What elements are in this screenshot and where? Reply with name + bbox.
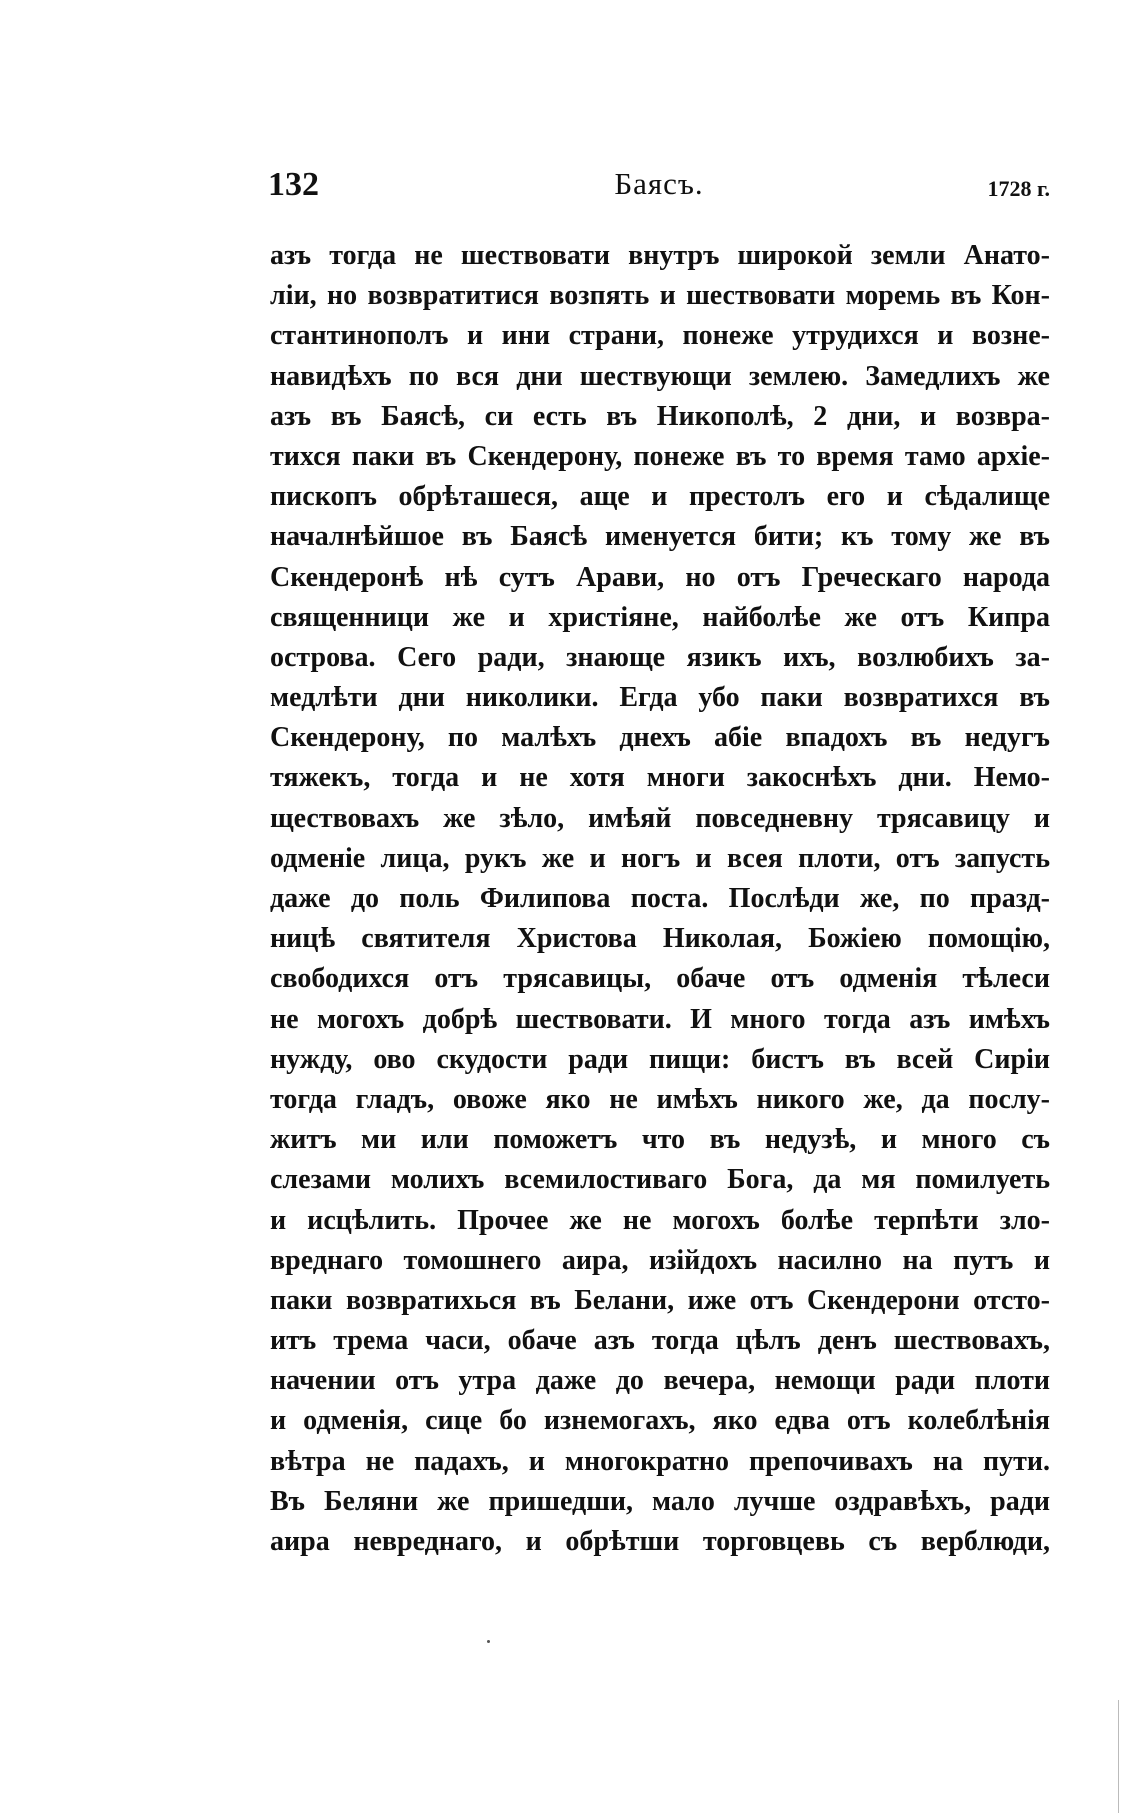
year-marker: 1728 г. xyxy=(987,176,1050,201)
running-head xyxy=(268,164,1050,208)
text-line: стантинополъ и ини страни, понеже утрудихся и возне- xyxy=(270,320,1050,352)
text-line: начении отъ утра даже до вечера, немощи ради плоти xyxy=(270,1365,1050,1397)
text-line: одменіе лица, рукъ же и ногъ и всея плоти, отъ запусть xyxy=(270,842,1050,874)
text-line: тяжекъ, тогда и не хотя многи закоснѣхъ дни. Немо- xyxy=(270,762,1050,794)
text-line: тихся паки въ Скендерону, понеже въ то время тамо архіе- xyxy=(270,440,1050,472)
text-line: свободихся отъ трясавицы, обаче отъ одменія тѣлеси xyxy=(270,963,1050,995)
text-line: вреднаго томошнего аира, изійдохъ насилно на путъ и xyxy=(270,1244,1050,1276)
ink-speck xyxy=(487,1640,490,1643)
scan-edge-line xyxy=(1118,1700,1119,1813)
text-line: ліи, но возвратитися возпять и шествовати моремь въ Кон- xyxy=(270,280,1050,312)
text-line: и исцѣлить. Прочее же не могохъ болѣе терпѣти зло- xyxy=(270,1204,1050,1236)
text-line: Скендерону, по малѣхъ днехъ абіе впадохъ въ недугъ xyxy=(270,722,1050,754)
text-line: азъ тогда не шествовати внутръ широкой земли Анато- xyxy=(270,240,1050,271)
text-line: не могохъ добрѣ шествовати. И много тогда азъ имѣхъ xyxy=(270,1003,1050,1035)
text-line: священници же и христіяне, найболѣе же отъ Кипра xyxy=(270,601,1050,633)
text-line: и одменія, сице бо изнемогахъ, яко едва отъ колеблѣнія xyxy=(270,1405,1050,1437)
text-line: началнѣйшое въ Баясѣ именуется бити; къ тому же въ xyxy=(270,521,1050,553)
text-line: Скендеронѣ нѣ сутъ Арави, но отъ Греческаго народа xyxy=(270,561,1050,593)
text-line: ницѣ святителя Христова Николая, Божіею помощію, xyxy=(270,923,1050,955)
running-title: Баясъ. xyxy=(614,166,704,201)
text-line: паки возвратихься въ Белани, иже отъ Скендерони отсто- xyxy=(270,1284,1050,1316)
text-line: пископъ обрѣташеся, аще и престолъ его и сѣдалище xyxy=(270,481,1050,513)
text-line: аира невреднаго, и обрѣтши торговцевь съ верблюди, xyxy=(270,1526,1050,1557)
text-line: навидѣхъ по вся дни шествующи землею. Замедлихъ же xyxy=(270,360,1050,392)
text-line: острова. Сего ради, знающе язикъ ихъ, возлюбихъ за- xyxy=(270,641,1050,673)
text-line: житъ ми или поможетъ что въ недузѣ, и много съ xyxy=(270,1124,1050,1156)
text-line: даже до поль Филипова поста. Послѣди же, по празд- xyxy=(270,883,1050,914)
text-line: медлѣти дни николики. Егда убо паки возвратихся въ xyxy=(270,682,1050,714)
text-line: нужду, ово скудости ради пищи: бистъ въ всей Сиріи xyxy=(270,1043,1050,1075)
text-line: итъ трема часи, обаче азъ тогда цѣлъ денъ шествовахъ, xyxy=(270,1325,1050,1357)
page-number: 132 xyxy=(268,166,319,203)
text-line: вѣтра не падахъ, и многократно препочивахъ на пути. xyxy=(270,1445,1050,1477)
text-line: тогда гладъ, овоже яко не имѣхъ никого же, да послу- xyxy=(270,1083,1050,1115)
body-text xyxy=(270,236,1050,1562)
text-line: слезами молихъ всемилостиваго Бога, да мя помилуеть xyxy=(270,1164,1050,1196)
text-line: азъ въ Баясѣ, си есть въ Никополѣ, 2 дни, и возвра- xyxy=(270,400,1050,432)
text-line: Въ Беляни же пришедши, мало лучше оздравѣхъ, ради xyxy=(270,1485,1050,1517)
text-line: ществовахъ же зѣло, имѣяй повседневну трясавицу и xyxy=(270,802,1050,834)
